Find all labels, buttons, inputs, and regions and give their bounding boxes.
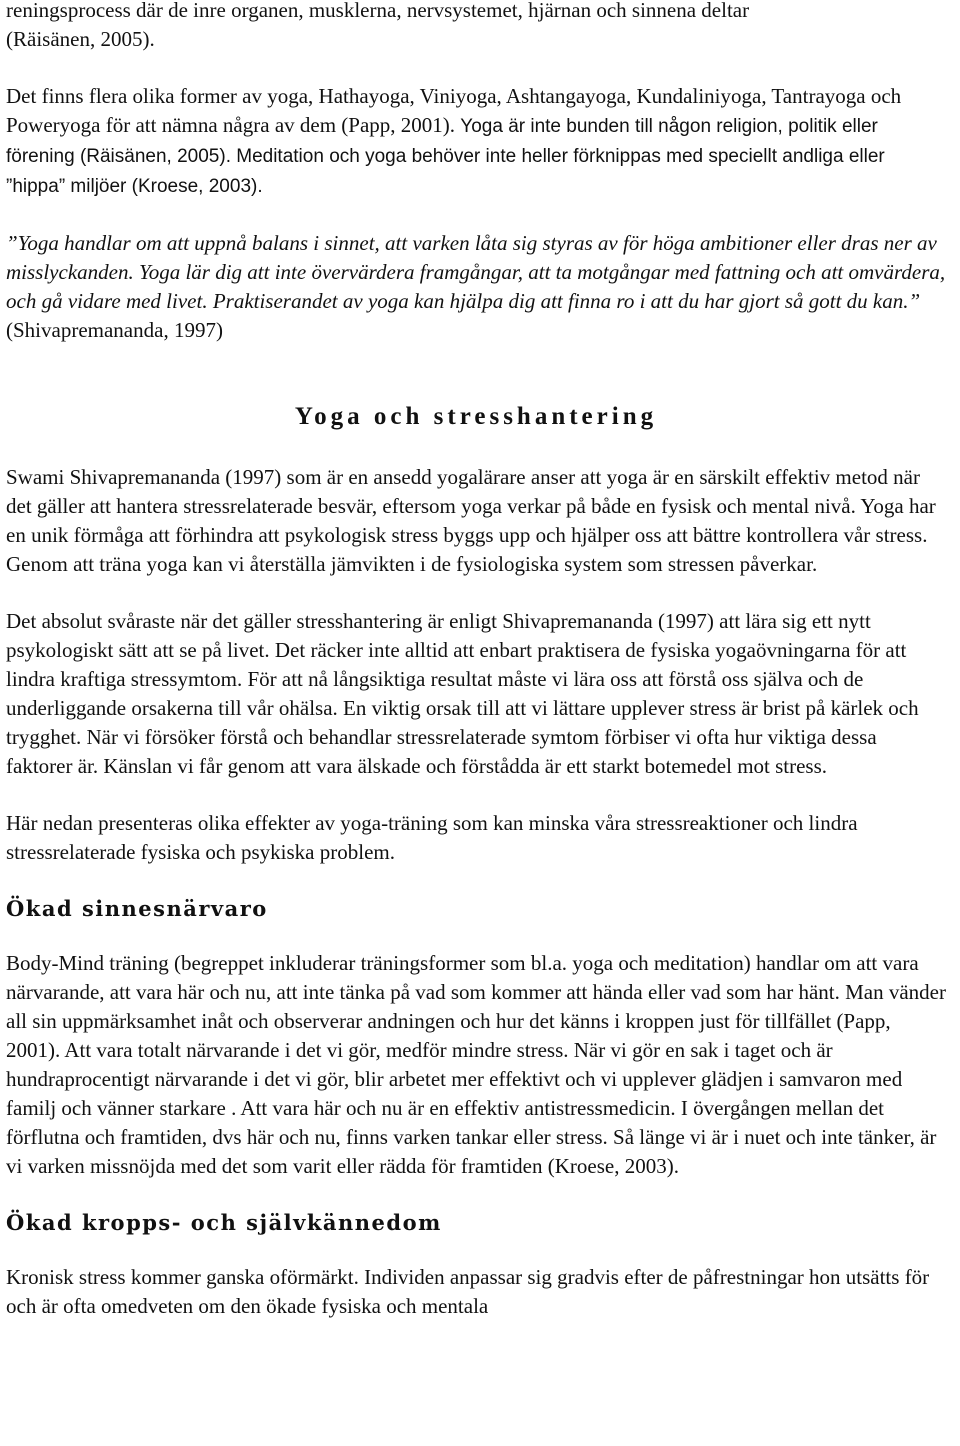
quote-paragraph <box>6 229 946 345</box>
subheading-body-awareness: Ökad kropps- och självkännedom <box>6 1210 442 1235</box>
intro-line-2: (Räisänen, 2005). <box>6 27 155 51</box>
intro-paragraph-end <box>6 0 946 54</box>
yoga-forms-paragraph <box>6 82 946 201</box>
body-awareness-paragraph: Kronisk stress kommer ganska oförmärkt. Individen anpassar sig gradvis efter de påfrestningar hon utsätts för och är ofta omedveten om den ökade fysiska och mentala <box>6 1265 930 1318</box>
psychological-paragraph: Det absolut svåraste när det gäller stresshantering är enligt Shivapremananda (1997) att lära sig ett nytt psykologiskt sätt att se på livet. Det räcker inte alltid att enbart praktisera de fysiska yogaövningarna för att lindra kraftiga stressymtom. För att nå långsiktiga resultat måste vi lära oss att förstå oss själva och de underliggande orsakerna till vår ohälsa. En viktig orsak till att vi lättare upplever stress är brist på kärlek och trygghet. När vi försöker förstå och behandlar stressrelaterade symtom förbiser vi ofta hur viktiga dessa faktorer är. Känslan vi får genom att vara älskade och förstådda är ett starkt botemedel mot stress. <box>6 609 919 778</box>
effects-intro-paragraph: Här nedan presenteras olika effekter av yoga-träning som kan minska våra stressreaktioner och lindra stressrelaterade fysiska och psykiska problem. <box>6 811 858 864</box>
quote-citation: (Shivapremananda, 1997) <box>6 318 223 342</box>
section-heading: Yoga och stresshantering <box>294 403 658 430</box>
stress-management-paragraph: Swami Shivapremananda (1997) som är en ansedd yogalärare anser att yoga är en särskilt effektiv metod när det gäller att hantera stressrelaterade besvär, eftersom yoga verkar på både en fysisk och mental nivå. Yoga har en unik förmåga att förhindra att psykologisk stress byggs upp och hjälper oss att bättre kontrollera vår stress. Genom att träna yoga kan vi återställa jämvikten i de fysiologiska system som stressen påverkar. <box>6 465 936 576</box>
intro-line-1: reningsprocess där de inre organen, musklerna, nervsystemet, hjärnan och sinnena deltar <box>6 0 750 22</box>
yoga-forms-text: Det finns flera olika former av yoga, Hathayoga, Viniyoga, Ashtangayoga, Kundaliniyoga, Tantrayoga och Poweryoga för att nämna några av dem (Papp, 2001). <box>6 84 902 137</box>
subheading-mindfulness: Ökad sinnesnärvaro <box>6 896 268 921</box>
quote-text: ”Yoga handlar om att uppnå balans i sinnet, att varken låta sig styras av för höga ambitioner eller dras ner av misslyckanden. Yoga lär dig att inte övervärdera framgångar, att ta motgångar med fattning och att omvärdera, och gå vidare med livet. Praktiserandet av yoga kan hjälpa dig att finna ro i att du har gjort så gott du kan.” <box>6 231 946 313</box>
mindfulness-paragraph: Body-Mind träning (begreppet inkluderar träningsformer som bl.a. yoga och meditation) handlar om att vara närvarande, att vara här och nu, att inte tänka på vad som kommer att hända eller vad som har hänt. Man vänder all sin uppmärksamhet inåt och observerar andningen och hur det känns i kroppen just för tillfället (Papp, 2001). Att vara totalt närvarande i det vi gör, medför mindre stress. När vi gör en sak i taget och är hundraprocentigt närvarande i det vi gör, blir arbetet mer effektivt och vi upplever glädjen i samvaron med familj och vänner starkare . Att vara här och nu är en effektiv antistressmedicin. I övergången mellan det förflutna och framtiden, dvs här och nu, finns varken tankar eller stress. Så länge vi är i nuet och inte tänker, är vi varken missnöjda med det som varit eller rädda för framtiden (Kroese, 2003). <box>6 951 946 1178</box>
yoga-religion-text: Yoga är inte bunden till någon religion, politik eller förening (Räisänen, 2005). Meditation och yoga behöver inte heller förknippas med speciellt andliga eller ”hippa” miljöer (Kroese, 2003). <box>6 116 885 197</box>
